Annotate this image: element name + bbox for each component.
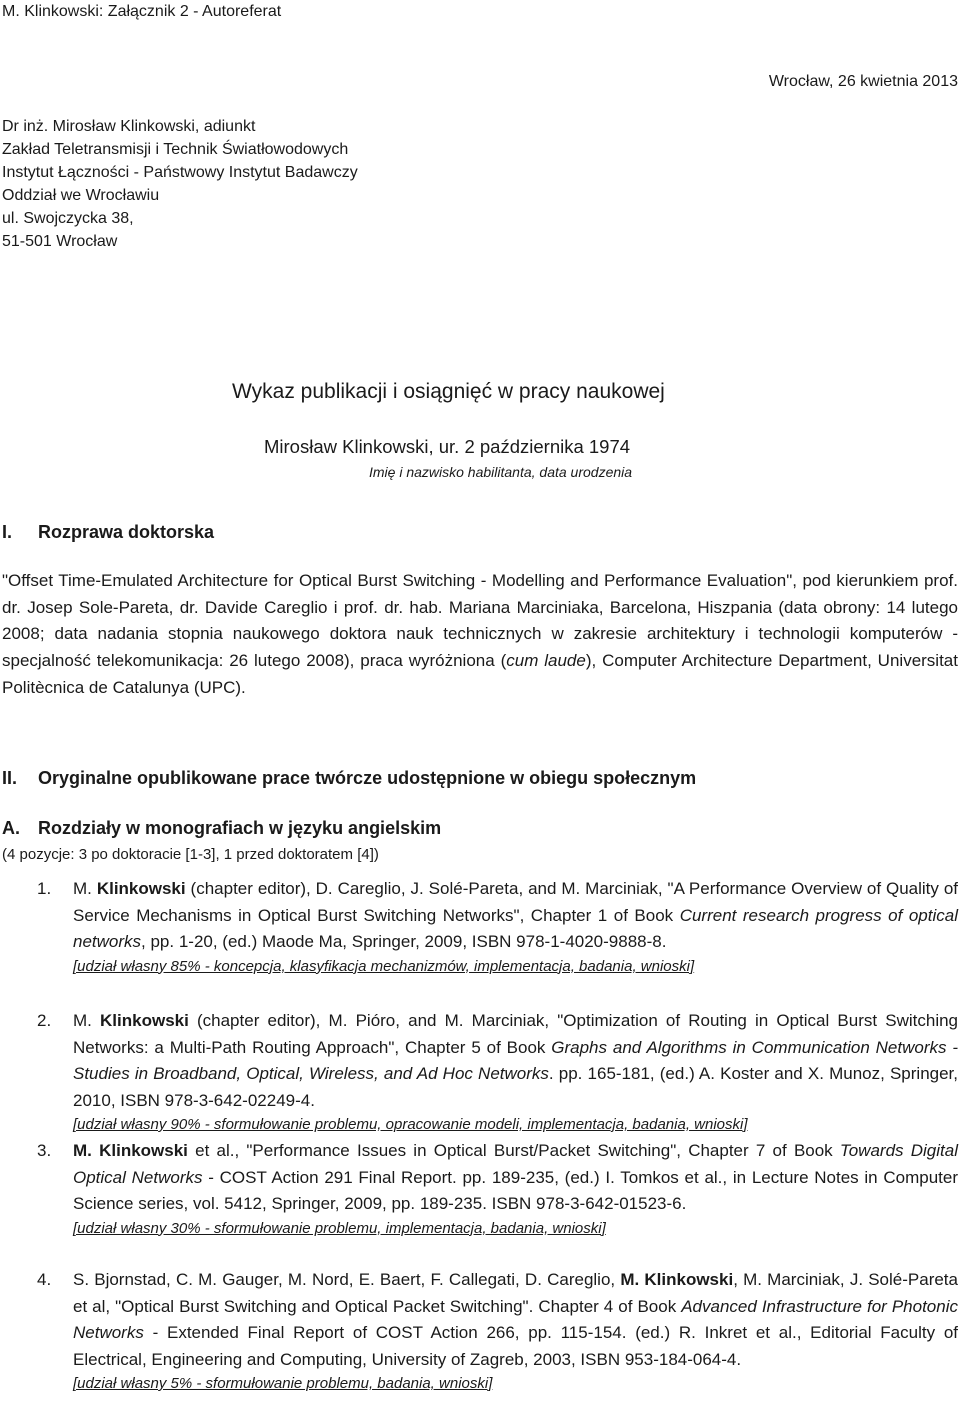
section-a-number: A. bbox=[2, 818, 20, 838]
list-item-text: M. Klinkowski (chapter editor), M. Pióro, and M. Marciniak, "Optimization of Routing in Optical Burst Switching Networks: a Multi-Path Routing Approach", Chapter 5 of Book Graphs and Algorithms in Communication Networks - Studies in Broadband, Optical, Wireless, and Ad Hoc Networks. pp. 165-181, (ed.) A. Koster and X. Munoz, Springer, 2010, ISBN 978-3-642-02249-4. bbox=[73, 1011, 959, 1110]
item-number: 2. bbox=[37, 1011, 52, 1030]
section-2-number: II. bbox=[2, 768, 18, 788]
address-line: 51-501 Wrocław bbox=[2, 233, 118, 250]
address-block bbox=[2, 115, 358, 253]
address-line: ul. Swojczycka 38, bbox=[2, 210, 134, 227]
document-title: Wykaz publikacji i osiągnięć w pracy naukowej bbox=[232, 380, 665, 403]
place-date: Wrocław, 26 kwietnia 2013 bbox=[768, 73, 958, 90]
list-item bbox=[73, 1138, 958, 1240]
section-a-title: Rozdziały w monografiach w języku angielskim bbox=[38, 818, 442, 838]
section-2-title: Oryginalne opublikowane prace twórcze udostępnione w obiegu społecznym bbox=[38, 768, 697, 788]
list-item bbox=[73, 1008, 958, 1136]
address-line: Dr inż. Mirosław Klinkowski, adiunkt bbox=[2, 118, 256, 135]
section-1-title: Rozprawa doktorska bbox=[38, 522, 215, 542]
running-title: M. Klinkowski: Załącznik 2 - Autoreferat bbox=[2, 3, 282, 20]
item-number: 3. bbox=[37, 1141, 52, 1160]
address-line: Instytut Łączności - Państwowy Instytut Badawczy bbox=[2, 164, 358, 181]
list-item-text: M. Klinkowski (chapter editor), D. Careglio, J. Solé-Pareta, and M. Marciniak, "A Performance Overview of Quality of Service Mechanisms in Optical Burst Switching Networks", Chapter 1 of Book Current research progress of optical networks, pp. 1-20, (ed.) Maode Ma, Springer, 2009, ISBN 978-1-4020-9888-8. bbox=[73, 879, 959, 951]
person-caption: Imię i nazwisko habilitanta, data urodzenia bbox=[369, 464, 633, 480]
list-item-text: M. Klinkowski et al., "Performance Issues in Optical Burst/Packet Switching", Chapter 7 of Book Towards Digital Optical Networks - COST Action 291 Final Report. pp. 189-235, (ed.) I. Tomkos et al., in Lecture Notes in Computer Science series, vol. 5412, Springer, 2009, pp. 189-235. ISBN 978-3-642-01523-6. bbox=[73, 1141, 959, 1213]
person-line: Mirosław Klinkowski, ur. 2 października 1974 bbox=[264, 436, 631, 457]
section-1-text: "Offset Time-Emulated Architecture for Optical Burst Switching - Modelling and Performance Evaluation", pod kierunkiem prof. dr. Josep Sole-Pareta, dr. Davide Careglio i prof. dr. hab. Mariana Marciniaka, Barcelona, Hiszpania (data obrony: 14 lutego 2008; data nadania stopnia naukowego doktora nauk technicznych w zakresie architektury i technologii komputerów - specjalność telekomunikacja: 26 lutego 2008), praca wyróżniona (cum laude), Computer Architecture Department, Universitat Politècnica de Catalunya (UPC). bbox=[2, 571, 958, 697]
list-item bbox=[73, 1267, 958, 1395]
address-line: Oddział we Wrocławiu bbox=[2, 187, 160, 204]
contribution-note: [udział własny 90% - sformułowanie problemu, opracowanie modeli, implementacja, badania, wnioski] bbox=[73, 1116, 748, 1133]
contribution-note: [udział własny 30% - sformułowanie problemu, implementacja, badania, wnioski] bbox=[73, 1219, 606, 1237]
address-line: Zakład Teletransmisji i Technik Światłowodowych bbox=[2, 141, 349, 158]
list-item bbox=[73, 876, 958, 978]
contribution-note: [udział własny 5% - sformułowanie problemu, badania, wnioski] bbox=[73, 1375, 493, 1392]
contribution-note: [udział własny 85% - koncepcja, klasyfikacja mechanizmów, implementacja, badania, wnioski] bbox=[73, 957, 695, 975]
list-item-text: S. Bjornstad, C. M. Gauger, M. Nord, E. Baert, F. Callegati, D. Careglio, M. Klinkowski, M. Marciniak, J. Solé-Pareta et al, "Optical Burst Switching and Optical Packet Switching". Chapter 4 of Book Advanced Infrastructure for Photonic Networks - Extended Final Report of COST Action 266, pp. 115-154. (ed.) R. Inkret et al., Editorial Faculty of Electrical, Engineering and Computing, University of Zagreb, 2003, ISBN 953-184-064-4. bbox=[73, 1270, 958, 1369]
item-number: 4. bbox=[37, 1270, 52, 1289]
item-number: 1. bbox=[37, 879, 52, 898]
section-1-number: I. bbox=[2, 522, 13, 542]
section-a-subtitle: (4 pozycje: 3 po doktoracie [1-3], 1 przed doktoratem [4]) bbox=[2, 846, 379, 863]
